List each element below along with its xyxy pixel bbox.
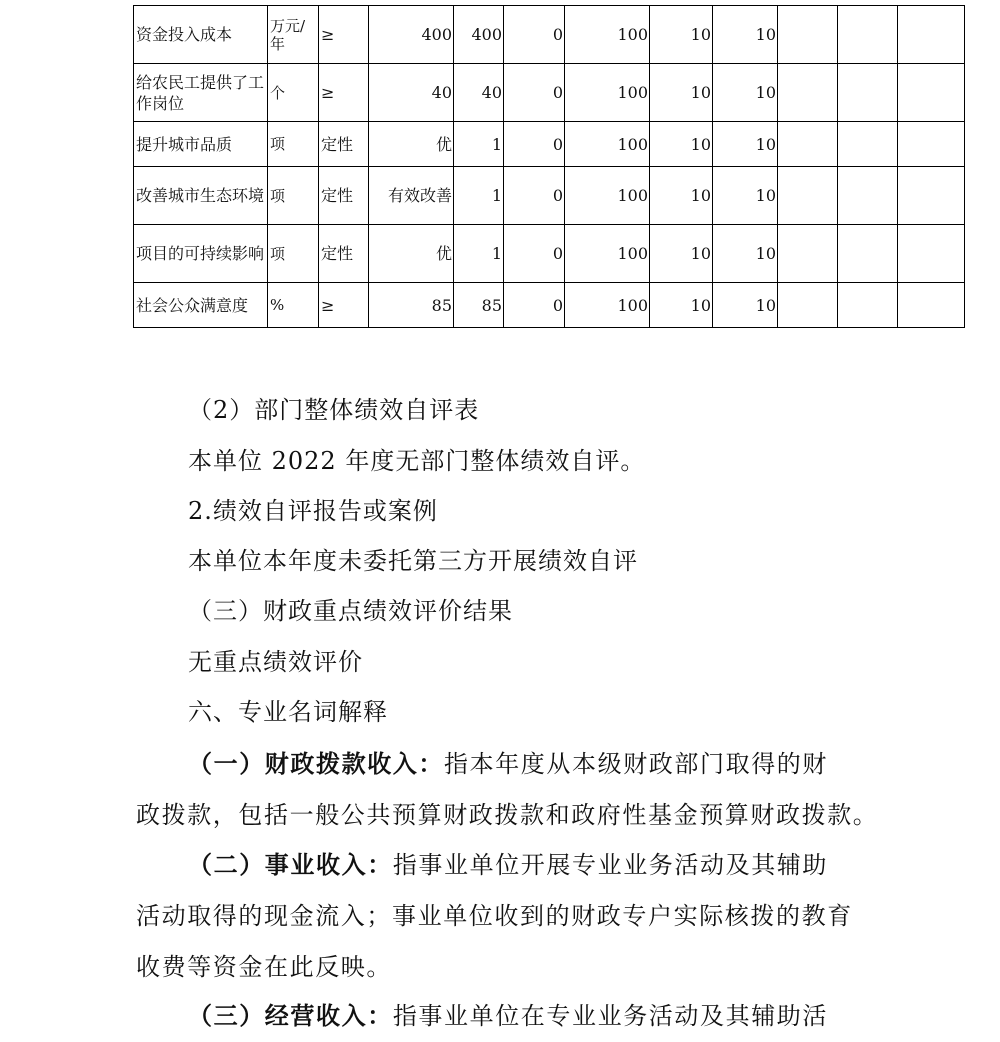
cell-obtained-score: 10 bbox=[713, 283, 778, 328]
cell-operator: ≥ bbox=[319, 6, 369, 64]
cell-deviation: 0 bbox=[504, 225, 565, 283]
cell-unit: 项 bbox=[268, 167, 319, 225]
term-fiscal-appropriation: （一）财政拨款收入： bbox=[188, 749, 444, 778]
cell-actual-value: 85 bbox=[454, 283, 504, 328]
cell-operator: 定性 bbox=[319, 225, 369, 283]
definition-text: 政拨款，包括一般公共预算财政拨款和政府性基金预算财政拨款。 bbox=[136, 801, 879, 829]
term-business-income: （二）事业收入： bbox=[188, 850, 393, 879]
cell-weight: 10 bbox=[650, 122, 713, 167]
cell-target-value: 优 bbox=[369, 225, 454, 283]
cell-target-value: 有效改善 bbox=[369, 167, 454, 225]
cell-blank bbox=[898, 225, 965, 283]
definition-business-income bbox=[136, 839, 896, 993]
section-heading-glossary: 六、专业名词解释 bbox=[188, 698, 388, 726]
cell-deviation: 0 bbox=[504, 283, 565, 328]
cell-blank bbox=[898, 122, 965, 167]
cell-operator: ≥ bbox=[319, 283, 369, 328]
cell-deviation: 0 bbox=[504, 167, 565, 225]
cell-unit: 个 bbox=[268, 64, 319, 122]
definition-text: 指事业单位开展专业业务活动及其辅助 bbox=[392, 851, 829, 879]
table-row bbox=[134, 225, 965, 283]
cell-obtained-score: 10 bbox=[713, 167, 778, 225]
cell-target-value: 400 bbox=[369, 6, 454, 64]
cell-blank bbox=[838, 167, 898, 225]
term-operating-income: （三）经营收入： bbox=[188, 1001, 393, 1030]
cell-score-rate: 100 bbox=[565, 225, 650, 283]
cell-unit: 万元/年 bbox=[268, 6, 319, 64]
cell-blank bbox=[898, 6, 965, 64]
cell-weight: 10 bbox=[650, 64, 713, 122]
section-heading-key-eval: （三）财政重点绩效评价结果 bbox=[188, 597, 513, 625]
cell-indicator-name: 给农民工提供了工作岗位 bbox=[134, 64, 268, 122]
cell-actual-value: 1 bbox=[454, 122, 504, 167]
cell-actual-value: 1 bbox=[454, 167, 504, 225]
cell-operator: 定性 bbox=[319, 167, 369, 225]
cell-weight: 10 bbox=[650, 167, 713, 225]
cell-blank bbox=[898, 167, 965, 225]
cell-target-value: 85 bbox=[369, 283, 454, 328]
section-heading-dept-self-eval: （2）部门整体绩效自评表 bbox=[188, 396, 480, 424]
performance-table bbox=[133, 5, 965, 328]
cell-obtained-score: 10 bbox=[713, 122, 778, 167]
paragraph-no-third-party: 本单位本年度未委托第三方开展绩效自评 bbox=[188, 547, 638, 575]
cell-unit: 项 bbox=[268, 122, 319, 167]
cell-actual-value: 400 bbox=[454, 6, 504, 64]
definition-operating-income bbox=[136, 990, 896, 1042]
cell-weight: 10 bbox=[650, 225, 713, 283]
cell-blank bbox=[838, 6, 898, 64]
cell-score-rate: 100 bbox=[565, 283, 650, 328]
cell-blank bbox=[838, 283, 898, 328]
table-body bbox=[134, 6, 965, 328]
cell-weight: 10 bbox=[650, 6, 713, 64]
cell-deviation: 0 bbox=[504, 122, 565, 167]
cell-blank bbox=[898, 283, 965, 328]
cell-blank bbox=[778, 283, 838, 328]
table-row bbox=[134, 167, 965, 225]
cell-target-value: 优 bbox=[369, 122, 454, 167]
cell-operator: 定性 bbox=[319, 122, 369, 167]
section-heading-report: 2.绩效自评报告或案例 bbox=[188, 497, 438, 525]
cell-obtained-score: 10 bbox=[713, 225, 778, 283]
cell-blank bbox=[898, 64, 965, 122]
cell-score-rate: 100 bbox=[565, 64, 650, 122]
cell-indicator-name: 资金投入成本 bbox=[134, 6, 268, 64]
cell-unit: % bbox=[268, 283, 319, 328]
cell-blank bbox=[778, 167, 838, 225]
cell-unit: 项 bbox=[268, 225, 319, 283]
cell-blank bbox=[778, 225, 838, 283]
cell-obtained-score: 10 bbox=[713, 64, 778, 122]
cell-actual-value: 40 bbox=[454, 64, 504, 122]
table-row bbox=[134, 6, 965, 64]
paragraph-no-dept-self-eval: 本单位 2022 年度无部门整体绩效自评。 bbox=[188, 447, 646, 475]
cell-target-value: 40 bbox=[369, 64, 454, 122]
paragraph-no-key-eval: 无重点绩效评价 bbox=[188, 648, 363, 676]
cell-deviation: 0 bbox=[504, 6, 565, 64]
cell-deviation: 0 bbox=[504, 64, 565, 122]
cell-operator: ≥ bbox=[319, 64, 369, 122]
cell-indicator-name: 项目的可持续影响 bbox=[134, 225, 268, 283]
cell-score-rate: 100 bbox=[565, 122, 650, 167]
definition-text: 指事业单位在专业业务活动及其辅助活 bbox=[392, 1002, 829, 1030]
table-row bbox=[134, 122, 965, 167]
cell-actual-value: 1 bbox=[454, 225, 504, 283]
cell-blank bbox=[778, 64, 838, 122]
cell-obtained-score: 10 bbox=[713, 6, 778, 64]
cell-score-rate: 100 bbox=[565, 6, 650, 64]
cell-blank bbox=[778, 6, 838, 64]
definition-text: 指本年度从本级财政部门取得的财 bbox=[444, 750, 828, 778]
cell-indicator-name: 改善城市生态环境 bbox=[134, 167, 268, 225]
definition-text: 活动取得的现金流入；事业单位收到的财政专户实际核拨的教育 bbox=[136, 902, 853, 930]
table-row bbox=[134, 283, 965, 328]
definition-fiscal-appropriation bbox=[136, 738, 896, 841]
cell-blank bbox=[838, 64, 898, 122]
cell-indicator-name: 提升城市品质 bbox=[134, 122, 268, 167]
cell-weight: 10 bbox=[650, 283, 713, 328]
table-row bbox=[134, 64, 965, 122]
cell-blank bbox=[838, 122, 898, 167]
cell-score-rate: 100 bbox=[565, 167, 650, 225]
cell-indicator-name: 社会公众满意度 bbox=[134, 283, 268, 328]
cell-blank bbox=[838, 225, 898, 283]
definition-text: 收费等资金在此反映。 bbox=[136, 953, 392, 981]
cell-blank bbox=[778, 122, 838, 167]
